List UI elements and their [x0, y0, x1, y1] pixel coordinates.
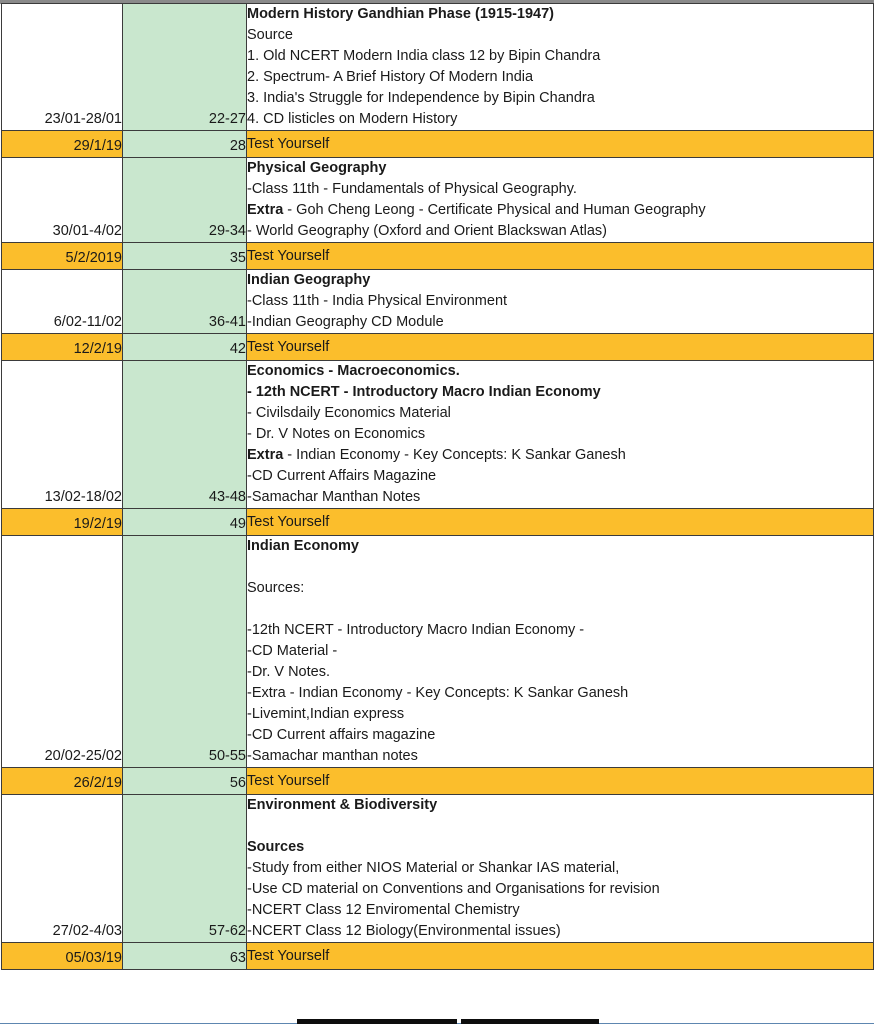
study-row[interactable]: [2, 4, 874, 131]
pages-cell[interactable]: 63: [123, 943, 247, 970]
topic-cell[interactable]: [247, 158, 874, 243]
date-cell[interactable]: 27/02-4/03: [2, 795, 123, 943]
topic-line: [247, 200, 873, 221]
topic-line: -NCERT Class 12 Enviromental Chemistry: [247, 902, 520, 918]
pages-cell[interactable]: 43-48: [123, 361, 247, 509]
timetable-grid: [1, 3, 874, 970]
topic-line: [247, 599, 873, 620]
topic-line: Environment & Biodiversity: [247, 797, 438, 813]
topic-line: [247, 557, 873, 578]
topic-line: -CD Current affairs magazine: [247, 727, 436, 743]
test-label-cell[interactable]: [247, 131, 874, 158]
topic-cell[interactable]: [247, 361, 874, 509]
topic-line: -Use CD material on Conventions and Organisations for revision: [247, 881, 660, 897]
pages-cell[interactable]: 56: [123, 768, 247, 795]
date-cell[interactable]: 20/02-25/02: [2, 536, 123, 768]
topic-line: -Samachar manthan notes: [247, 748, 418, 764]
topic-line: -CD Current Affairs Magazine: [247, 468, 437, 484]
test-yourself-row[interactable]: [2, 768, 874, 795]
topic-line: Sources: [247, 839, 305, 855]
study-row[interactable]: [2, 158, 874, 243]
topic-line: Source: [247, 27, 293, 43]
study-row[interactable]: [2, 361, 874, 509]
test-label-cell[interactable]: [247, 768, 874, 795]
topic-line: - World Geography (Oxford and Orient Blackswan Atlas): [247, 223, 607, 239]
topic-line: -12th NCERT - Introductory Macro Indian Economy -: [247, 622, 585, 638]
topic-cell[interactable]: [247, 270, 874, 334]
pages-cell[interactable]: 49: [123, 509, 247, 536]
clipped-row-below: [0, 1018, 880, 1024]
pages-cell[interactable]: 29-34: [123, 158, 247, 243]
pages-cell[interactable]: 50-55: [123, 536, 247, 768]
topic-line: Sources:: [247, 580, 305, 596]
topic-line: Indian Economy: [247, 538, 359, 554]
study-row[interactable]: [2, 536, 874, 768]
topic-line: Test Yourself: [247, 948, 330, 964]
topic-line: -CD Material -: [247, 643, 338, 659]
topic-line: Test Yourself: [247, 514, 330, 530]
timetable-body: [2, 4, 874, 970]
clipped-cell-a: [297, 1019, 457, 1024]
topic-line: -Class 11th - Fundamentals of Physical Geography.: [247, 181, 577, 197]
topic-line: [247, 816, 873, 837]
pages-cell[interactable]: 35: [123, 243, 247, 270]
topic-line: 1. Old NCERT Modern India class 12 by Bipin Chandra: [247, 48, 601, 64]
topic-cell[interactable]: [247, 4, 874, 131]
topic-line: -Study from either NIOS Material or Shankar IAS material,: [247, 860, 620, 876]
date-cell[interactable]: 26/2/19: [2, 768, 123, 795]
topic-line: 3. India's Struggle for Independence by Bipin Chandra: [247, 90, 595, 106]
pages-cell[interactable]: 42: [123, 334, 247, 361]
topic-line: - Dr. V Notes on Economics: [247, 426, 426, 442]
date-cell[interactable]: 23/01-28/01: [2, 4, 123, 131]
topic-line-rest: - Indian Economy - Key Concepts: K Sankar Ganesh: [283, 447, 626, 463]
topic-line: Indian Geography: [247, 272, 371, 288]
topic-line: - 12th NCERT - Introductory Macro Indian Economy: [247, 384, 601, 400]
test-label-cell[interactable]: [247, 334, 874, 361]
topic-line: -Extra - Indian Economy - Key Concepts: K Sankar Ganesh: [247, 685, 629, 701]
topic-line: - Civilsdaily Economics Material: [247, 405, 451, 421]
topic-line: -Dr. V Notes.: [247, 664, 330, 680]
test-yourself-row[interactable]: [2, 131, 874, 158]
topic-line-emphasis: Extra: [247, 202, 284, 218]
topic-line: Test Yourself: [247, 248, 330, 264]
date-cell[interactable]: 30/01-4/02: [2, 158, 123, 243]
pages-cell[interactable]: 28: [123, 131, 247, 158]
topic-line: Modern History Gandhian Phase (1915-1947): [247, 6, 555, 22]
topic-line: 4. CD listicles on Modern History: [247, 111, 458, 127]
topic-line: Test Yourself: [247, 773, 330, 789]
pages-cell[interactable]: 22-27: [123, 4, 247, 131]
date-cell[interactable]: 13/02-18/02: [2, 361, 123, 509]
topic-line: Economics - Macroeconomics.: [247, 363, 460, 379]
topic-line: [247, 445, 873, 466]
topic-line-emphasis: Extra: [247, 447, 284, 463]
topic-cell[interactable]: [247, 536, 874, 768]
date-cell[interactable]: 5/2/2019: [2, 243, 123, 270]
test-yourself-row[interactable]: [2, 243, 874, 270]
study-row[interactable]: [2, 270, 874, 334]
study-row[interactable]: [2, 795, 874, 943]
topic-cell[interactable]: [247, 795, 874, 943]
date-cell[interactable]: 12/2/19: [2, 334, 123, 361]
topic-line: -NCERT Class 12 Biology(Environmental issues): [247, 923, 561, 939]
clipped-cell-b: [461, 1019, 599, 1024]
topic-line: Test Yourself: [247, 339, 330, 355]
topic-line: -Samachar Manthan Notes: [247, 489, 421, 505]
test-label-cell[interactable]: [247, 943, 874, 970]
test-label-cell[interactable]: [247, 243, 874, 270]
date-cell[interactable]: 05/03/19: [2, 943, 123, 970]
test-yourself-row[interactable]: [2, 334, 874, 361]
topic-line: Physical Geography: [247, 160, 387, 176]
test-label-cell[interactable]: [247, 509, 874, 536]
date-cell[interactable]: 29/1/19: [2, 131, 123, 158]
topic-line: -Livemint,Indian express: [247, 706, 405, 722]
topic-line: -Indian Geography CD Module: [247, 314, 444, 330]
date-cell[interactable]: 6/02-11/02: [2, 270, 123, 334]
test-yourself-row[interactable]: [2, 943, 874, 970]
date-cell[interactable]: 19/2/19: [2, 509, 123, 536]
topic-line-rest: - Goh Cheng Leong - Certificate Physical and Human Geography: [283, 202, 706, 218]
pages-cell[interactable]: 36-41: [123, 270, 247, 334]
topic-line: Test Yourself: [247, 136, 330, 152]
topic-line: 2. Spectrum- A Brief History Of Modern India: [247, 69, 534, 85]
test-yourself-row[interactable]: [2, 509, 874, 536]
topic-line: -Class 11th - India Physical Environment: [247, 293, 508, 309]
pages-cell[interactable]: 57-62: [123, 795, 247, 943]
